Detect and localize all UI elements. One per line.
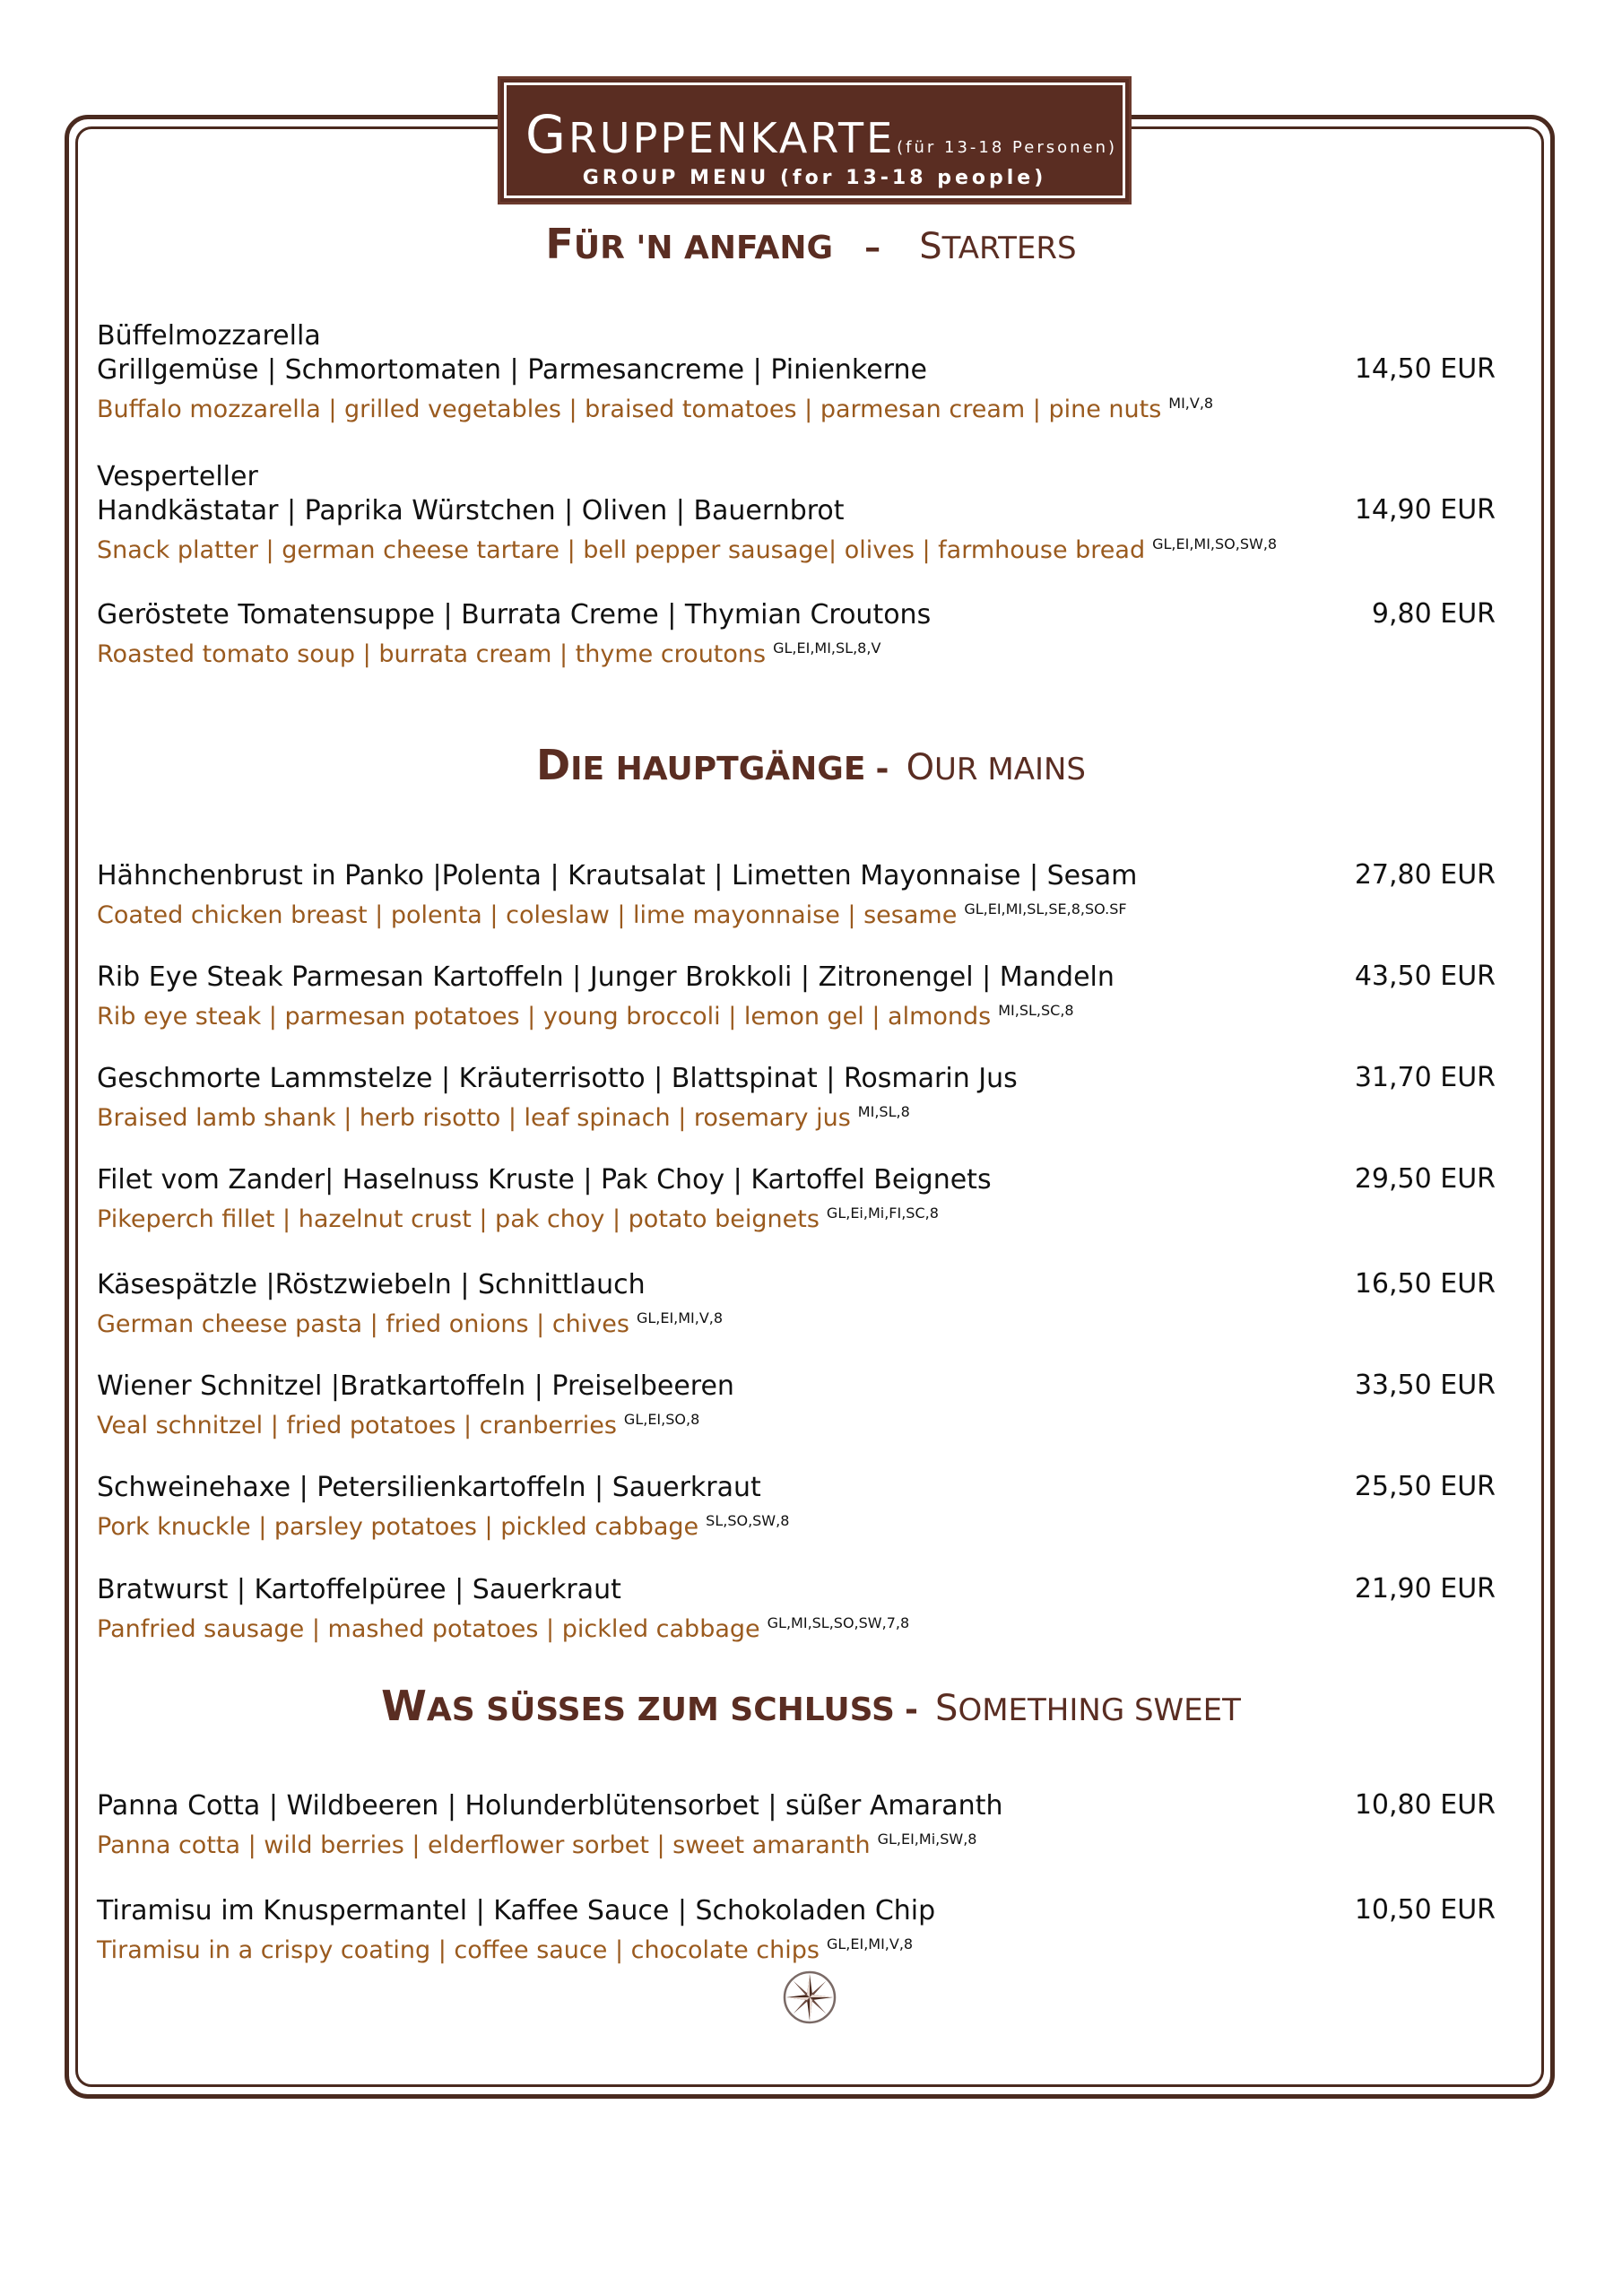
allergen-codes: MI,V,8 xyxy=(1168,395,1214,412)
item-name-english: Panfried sausage | mashed potatoes | pickled cabbage xyxy=(97,1615,760,1643)
heading-rest: AS SÜSSES ZUM SCHLUSS xyxy=(426,1692,895,1728)
allergen-codes: GL,EI,Mi,SW,8 xyxy=(877,1831,977,1848)
item-name-english-row xyxy=(97,1302,1496,1341)
section-heading-starters xyxy=(0,220,1622,268)
item-name-english-row xyxy=(97,995,1496,1033)
item-price: 16,50 EUR xyxy=(1354,1268,1496,1300)
menu-item xyxy=(97,1268,1496,1341)
heading-rest: ÜR 'N ANFANG xyxy=(573,230,834,266)
allergen-codes: MI,SL,8 xyxy=(857,1103,910,1120)
title-main xyxy=(525,104,896,165)
item-price: 43,50 EUR xyxy=(1354,961,1496,992)
menu-item xyxy=(97,859,1496,932)
item-price: 27,80 EUR xyxy=(1354,859,1496,891)
item-name-german: Handkästatar | Paprika Würstchen | Oliven | Bauernbrot xyxy=(97,495,845,526)
item-title-german: Büffelmozzarella xyxy=(97,320,321,352)
item-name-english: Panna cotta | wild berries | elderflower sorbet | sweet amaranth xyxy=(97,1831,871,1859)
heading-separator: - xyxy=(905,1692,918,1728)
item-price: 10,50 EUR xyxy=(1354,1894,1496,1926)
menu-title-banner xyxy=(498,76,1132,204)
item-name-german: Schweinehaxe | Petersilienkartoffeln | Sauerkraut xyxy=(97,1472,761,1503)
item-name-english: Pork knuckle | parsley potatoes | pickled cabbage xyxy=(97,1513,699,1541)
item-name-german: Geschmorte Lammstelze | Kräuterrisotto | Blattspinat | Rosmarin Jus xyxy=(97,1063,1018,1094)
item-title-german: Vesperteller xyxy=(97,461,258,492)
item-name-english-row xyxy=(97,1096,1496,1135)
item-name-english-row xyxy=(97,1505,1496,1544)
allergen-codes: GL,EI,MI,V,8 xyxy=(826,1935,914,1952)
title-initial: G xyxy=(525,104,568,165)
item-name-german: Bratwurst | Kartoffelpüree | Sauerkraut xyxy=(97,1574,621,1605)
item-name-english-row xyxy=(97,632,1496,671)
item-price: 10,80 EUR xyxy=(1354,1789,1496,1821)
heading-english xyxy=(919,226,1077,267)
item-name-german: Geröstete Tomatensuppe | Burrata Creme | Thymian Croutons xyxy=(97,599,932,631)
item-name-german: Filet vom Zander| Haselnuss Kruste | Pak Choy | Kartoffel Beignets xyxy=(97,1164,992,1196)
item-price: 31,70 EUR xyxy=(1354,1062,1496,1093)
compass-rose-icon xyxy=(782,1970,837,2025)
heading-german xyxy=(535,741,866,789)
item-name-german: Hähnchenbrust in Panko |Polenta | Krautsalat | Limetten Mayonnaise | Sesam xyxy=(97,860,1138,891)
item-name-english-row xyxy=(97,528,1496,567)
item-name-english-row xyxy=(97,893,1496,932)
item-name-english-row xyxy=(97,1197,1496,1236)
heading-initial: W xyxy=(381,1682,427,1730)
heading-rest: UR MAINS xyxy=(934,752,1087,787)
item-name-german: Tiramisu im Knuspermantel | Kaffee Sauce | Schokoladen Chip xyxy=(97,1895,936,1926)
allergen-codes: GL,EI,SO,8 xyxy=(623,1411,700,1428)
allergen-codes: GL,EI,MI,V,8 xyxy=(636,1309,724,1326)
item-name-german: Panna Cotta | Wildbeeren | Holunderblütensorbet | süßer Amaranth xyxy=(97,1790,1003,1822)
menu-item xyxy=(97,1471,1496,1544)
title-german xyxy=(525,104,1117,165)
heading-separator: – xyxy=(864,230,881,266)
allergen-codes: GL,EI,MI,SL,8,V xyxy=(773,639,881,657)
item-name-english-row xyxy=(97,1823,1496,1862)
heading-german xyxy=(381,1682,895,1730)
item-name-english: Braised lamb shank | herb risotto | leaf spinach | rosemary jus xyxy=(97,1104,851,1132)
item-name-english: Roasted tomato soup | burrata cream | thyme croutons xyxy=(97,640,767,668)
item-name-english-row xyxy=(97,1607,1496,1646)
heading-english xyxy=(906,747,1087,788)
allergen-codes: GL,EI,MI,SL,SE,8,SO.SF xyxy=(964,900,1127,918)
heading-initial: O xyxy=(906,747,935,788)
item-price: 21,90 EUR xyxy=(1354,1573,1496,1605)
menu-item xyxy=(97,1163,1496,1236)
allergen-codes: GL,MI,SL,SO,SW,7,8 xyxy=(767,1614,910,1631)
heading-initial: F xyxy=(545,220,574,268)
heading-initial: S xyxy=(935,1688,958,1729)
heading-rest: IE HAUPTGÄNGE xyxy=(570,751,866,787)
item-name-german: Rib Eye Steak Parmesan Kartoffeln | Junger Brokkoli | Zitronengel | Mandeln xyxy=(97,961,1115,993)
menu-item xyxy=(97,1894,1496,1967)
menu-item xyxy=(97,598,1496,671)
item-price: 33,50 EUR xyxy=(1354,1370,1496,1401)
item-name-english: German cheese pasta | fried onions | chives xyxy=(97,1310,629,1338)
item-name-german: Käsespätzle |Röstzwiebeln | Schnittlauch xyxy=(97,1269,646,1300)
item-name-english: Snack platter | german cheese tartare | bell pepper sausage| olives | farmhouse bread xyxy=(97,536,1146,564)
item-price: 29,50 EUR xyxy=(1354,1163,1496,1195)
item-name-german: Wiener Schnitzel |Bratkartoffeln | Preiselbeeren xyxy=(97,1370,734,1402)
item-price: 14,90 EUR xyxy=(1354,494,1496,526)
title-rest: RUPPENKARTE xyxy=(568,114,896,162)
item-price: 9,80 EUR xyxy=(1371,598,1496,630)
heading-english xyxy=(935,1688,1241,1729)
item-name-english: Tiramisu in a crispy coating | coffee sauce | chocolate chips xyxy=(97,1936,820,1964)
allergen-codes: SL,SO,SW,8 xyxy=(706,1512,790,1529)
heading-german xyxy=(545,220,834,268)
menu-item xyxy=(97,1062,1496,1135)
allergen-codes: MI,SL,SC,8 xyxy=(998,1002,1074,1019)
item-name-english: Pikeperch fillet | hazelnut crust | pak choy | potato beignets xyxy=(97,1205,820,1233)
allergen-codes: GL,Ei,Mi,FI,SC,8 xyxy=(826,1205,939,1222)
menu-item xyxy=(97,961,1496,1033)
heading-rest: OMETHING SWEET xyxy=(958,1692,1241,1728)
menu-item xyxy=(97,319,1496,426)
section-heading-mains xyxy=(0,741,1622,789)
menu-item xyxy=(97,460,1496,567)
item-name-english-row xyxy=(97,1404,1496,1442)
heading-initial: D xyxy=(535,741,571,789)
item-name-english-row xyxy=(97,1928,1496,1967)
item-name-english: Coated chicken breast | polenta | coleslaw | lime mayonnaise | sesame xyxy=(97,901,958,929)
menu-item xyxy=(97,1573,1496,1646)
menu-item xyxy=(97,1789,1496,1862)
item-name-english-row xyxy=(97,387,1496,426)
heading-rest: TARTERS xyxy=(941,230,1077,266)
item-name-german: Grillgemüse | Schmortomaten | Parmesancreme | Pinienkerne xyxy=(97,354,927,386)
item-price: 14,50 EUR xyxy=(1354,353,1496,385)
allergen-codes: GL,EI,MI,SO,SW,8 xyxy=(1152,535,1278,552)
item-price: 25,50 EUR xyxy=(1354,1471,1496,1502)
item-name-english: Rib eye steak | parmesan potatoes | young broccoli | lemon gel | almonds xyxy=(97,1003,992,1031)
menu-item xyxy=(97,1370,1496,1442)
item-name-english: Buffalo mozzarella | grilled vegetables | braised tomatoes | parmesan cream | pine nuts xyxy=(97,396,1162,423)
heading-initial: S xyxy=(919,226,942,267)
item-name-english: Veal schnitzel | fried potatoes | cranberries xyxy=(97,1412,617,1439)
title-german-subtitle: (für 13-18 Personen) xyxy=(897,138,1118,157)
heading-separator: - xyxy=(875,751,889,787)
title-english: GROUP MENU (for 13-18 people) xyxy=(582,167,1047,189)
section-heading-dessert xyxy=(0,1682,1622,1730)
